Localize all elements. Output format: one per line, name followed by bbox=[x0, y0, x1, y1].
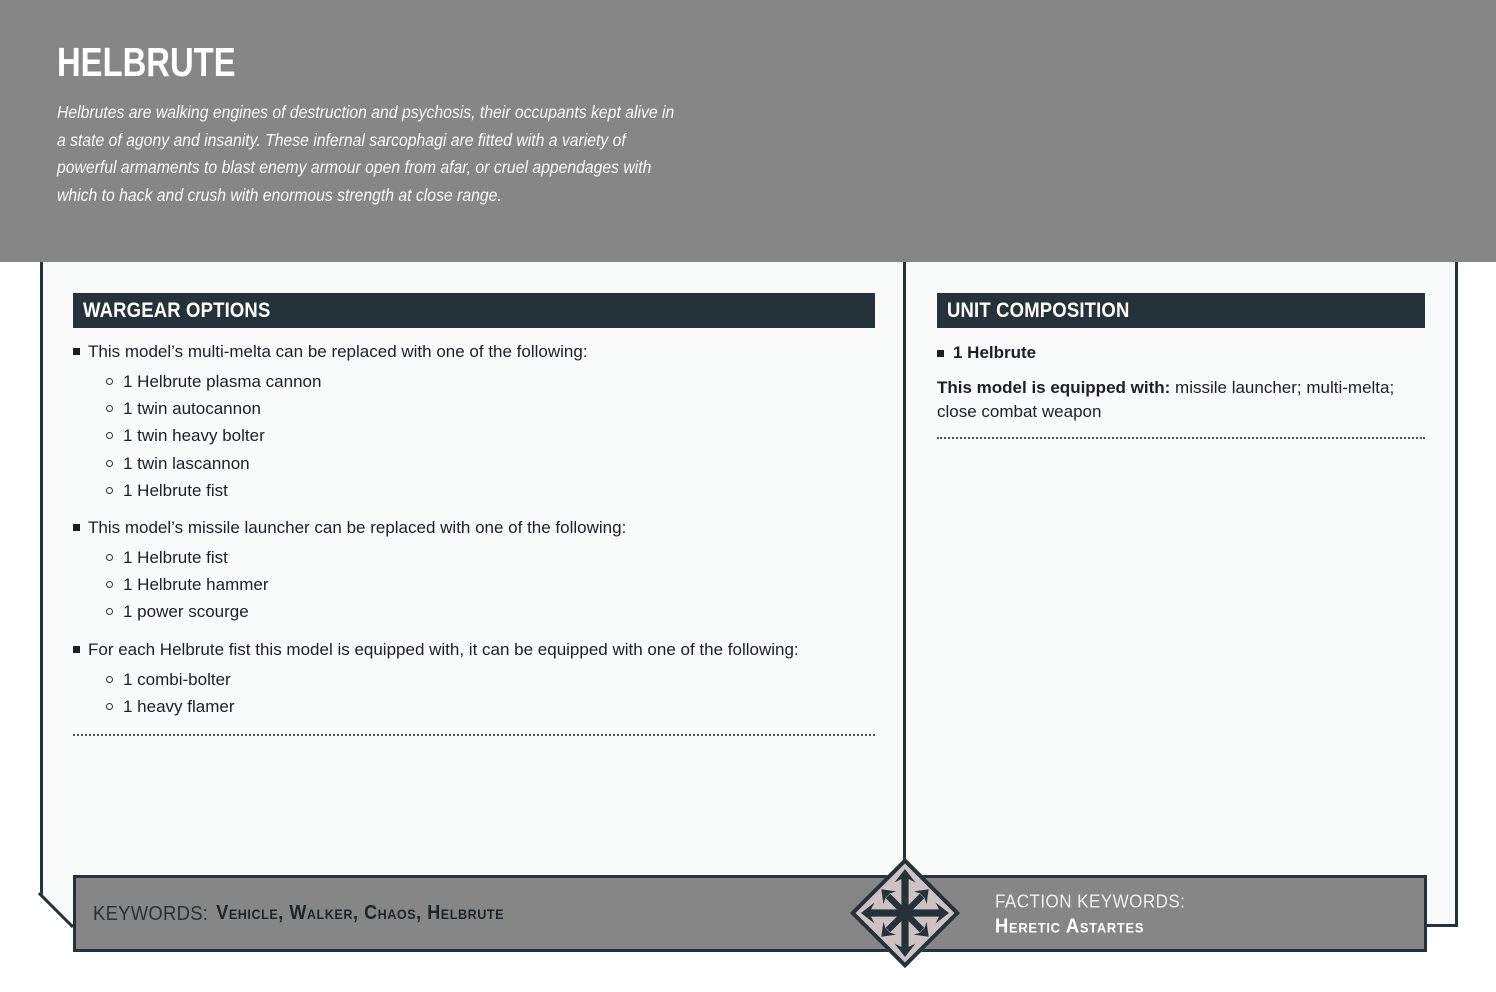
wargear-option-item bbox=[106, 598, 875, 625]
circle-bullet-icon bbox=[106, 554, 113, 561]
faction-keywords-value: Heretic Astartes bbox=[995, 915, 1145, 937]
wargear-option-intro bbox=[73, 638, 875, 662]
wargear-option-intro-text: For each Helbrute fist this model is equipped with, it can be equipped with one of the following: bbox=[88, 639, 799, 659]
unit-composition-section bbox=[937, 293, 1425, 439]
wargear-option-item-text: 1 twin autocannon bbox=[123, 399, 261, 419]
unit-composition-model-text: 1 Helbrute bbox=[953, 343, 1037, 362]
wargear-options-section bbox=[73, 293, 875, 736]
header bbox=[0, 0, 1496, 262]
wargear-option-intro-text: This model’s missile launcher can be replaced with one of the following: bbox=[88, 518, 627, 538]
unit-composition-model bbox=[937, 341, 1425, 365]
wargear-option-intro-text: This model’s multi-melta can be replaced with one of the following: bbox=[88, 342, 588, 361]
wargear-option-group bbox=[73, 638, 875, 720]
wargear-option-item-text: 1 combi-bolter bbox=[123, 669, 231, 689]
circle-bullet-icon bbox=[106, 460, 113, 467]
circle-bullet-icon bbox=[106, 487, 113, 494]
square-bullet-icon bbox=[73, 646, 80, 653]
wargear-options-title: WARGEAR OPTIONS bbox=[83, 298, 271, 322]
circle-bullet-icon bbox=[106, 378, 113, 385]
circle-bullet-icon bbox=[106, 676, 113, 683]
keywords-line bbox=[93, 878, 504, 949]
wargear-option-group bbox=[73, 340, 875, 504]
unit-composition-header bbox=[937, 293, 1425, 328]
square-bullet-icon bbox=[73, 524, 80, 531]
wargear-option-item bbox=[106, 422, 875, 449]
section-divider-dotted bbox=[73, 734, 875, 736]
wargear-option-item bbox=[106, 368, 875, 395]
circle-bullet-icon bbox=[106, 432, 113, 439]
circle-bullet-icon bbox=[106, 581, 113, 588]
wargear-option-item bbox=[106, 544, 875, 571]
column-divider bbox=[903, 262, 906, 927]
wargear-option-item bbox=[106, 477, 875, 504]
faction-keywords-block bbox=[995, 888, 1185, 939]
chaos-star-icon bbox=[870, 878, 940, 948]
wargear-option-item-text: 1 heavy flamer bbox=[123, 696, 235, 716]
wargear-option-list bbox=[106, 368, 875, 504]
unit-composition-title: UNIT COMPOSITION bbox=[947, 298, 1130, 322]
wargear-option-item bbox=[106, 666, 875, 693]
datasheet-card bbox=[40, 262, 1458, 927]
wargear-option-item bbox=[106, 571, 875, 598]
equipped-with-text bbox=[937, 376, 1425, 423]
wargear-options-header bbox=[73, 293, 875, 328]
wargear-option-list bbox=[106, 666, 875, 720]
wargear-option-item bbox=[106, 693, 875, 720]
wargear-option-intro bbox=[73, 340, 875, 364]
wargear-option-item-text: 1 Helbrute fist bbox=[123, 480, 228, 500]
section-divider-dotted bbox=[937, 437, 1425, 439]
wargear-option-item-text: 1 Helbrute hammer bbox=[123, 575, 269, 595]
faction-keywords-label: FACTION KEYWORDS: bbox=[995, 890, 1186, 911]
square-bullet-icon bbox=[937, 350, 944, 357]
circle-bullet-icon bbox=[106, 703, 113, 710]
equipped-with-label: This model is equipped with: bbox=[937, 378, 1171, 397]
circle-bullet-icon bbox=[106, 405, 113, 412]
wargear-option-intro bbox=[73, 516, 875, 540]
wargear-option-item-text: 1 twin heavy bolter bbox=[123, 426, 265, 446]
keywords-label: KEYWORDS: bbox=[93, 901, 209, 925]
wargear-option-group bbox=[73, 516, 875, 626]
wargear-option-item-text: 1 power scourge bbox=[123, 602, 249, 622]
keywords-bar bbox=[73, 875, 1427, 952]
wargear-option-item bbox=[106, 395, 875, 422]
circle-bullet-icon bbox=[106, 608, 113, 615]
chaos-star-emblem bbox=[850, 858, 960, 968]
wargear-option-item-text: 1 Helbrute plasma cannon bbox=[123, 372, 322, 391]
wargear-option-list bbox=[106, 544, 875, 626]
unit-description: Helbrutes are walking engines of destruction and psychosis, their occupants kept alive in a state of agony and insanity. These infernal sarcophagi are fitted with a variety of powerful armaments to blast enemy armour open from afar, or cruel appendages with which to hack and crush with enormous strength at close range. bbox=[57, 102, 675, 205]
wargear-option-item bbox=[106, 450, 875, 477]
wargear-option-item-text: 1 twin lascannon bbox=[123, 453, 250, 473]
page-title: HELBRUTE bbox=[57, 39, 236, 85]
square-bullet-icon bbox=[73, 348, 80, 355]
keywords-values: Vehicle, Walker, Chaos, Helbrute bbox=[216, 902, 505, 924]
equipped-with-items: missile launcher; multi-melta; close combat weapon bbox=[937, 378, 1395, 421]
wargear-option-item-text: 1 Helbrute fist bbox=[123, 548, 228, 568]
